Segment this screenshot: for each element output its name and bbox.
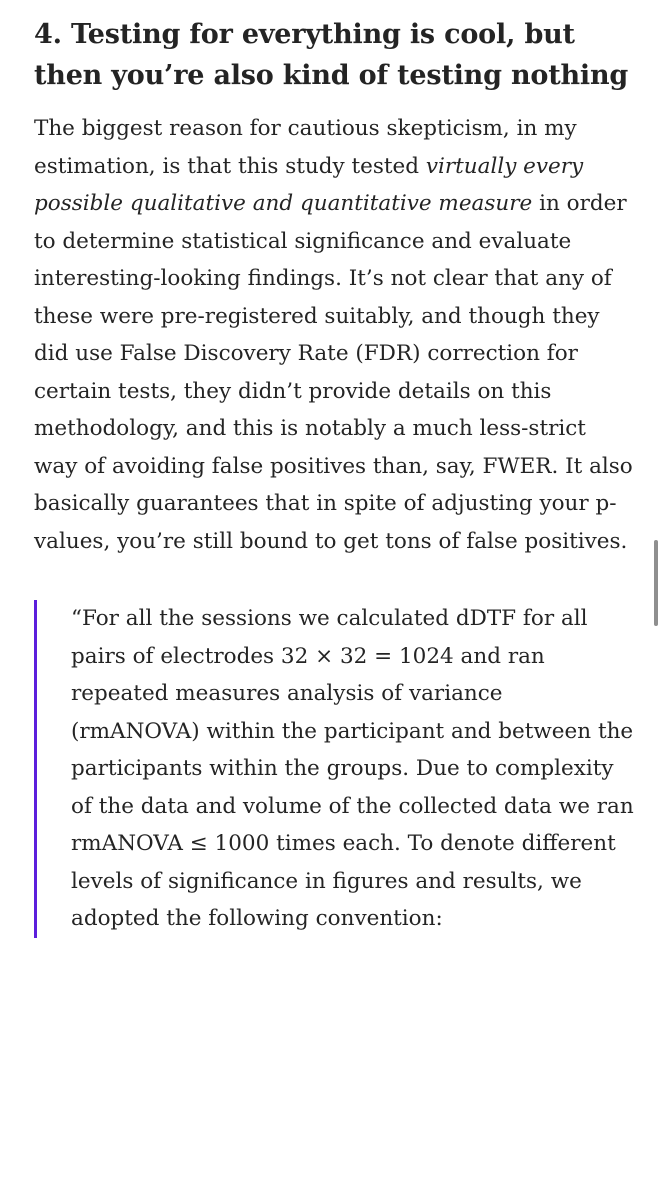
article-body (34, 14, 634, 938)
scrollbar-thumb[interactable] (654, 540, 658, 626)
blockquote (34, 600, 634, 938)
paragraph-emphasis: virtually every possible qualitative and quantitative measure (34, 153, 584, 216)
paragraph-text-end: in order to determine statistical significance and evaluate interesting-looking findings. It’s not clear that any of these were pre-registered suitably, and though they did use False Discovery Rate (FDR) correction for certain tests, they didn’t provide details on this methodology, and this is notably a much less-strict way of avoiding false positives than, say, FWER. It also basically guarantees that in spite of adjusting your p-values, you’re still bound to get tons of false positives. (34, 191, 633, 554)
section-heading: 4. Testing for everything is cool, but then you’re also kind of testing nothing (34, 19, 629, 91)
blockquote-text: “For all the sessions we calculated dDTF for all pairs of electrodes 32 × 32 = 1024 and ran repeated measures analysis of variance (rmANOVA) within the participant and between the participants within the groups. Due to complexity of the data and volume of the collected data we ran rmANOVA ≤ 1000 times each. To denote different levels of significance in figures and results, we adopted the following convention: (71, 606, 634, 931)
body-paragraph (34, 110, 634, 560)
paragraph-text-start: The biggest reason for cautious skepticism, in my estimation, is that this study tested (34, 116, 577, 179)
